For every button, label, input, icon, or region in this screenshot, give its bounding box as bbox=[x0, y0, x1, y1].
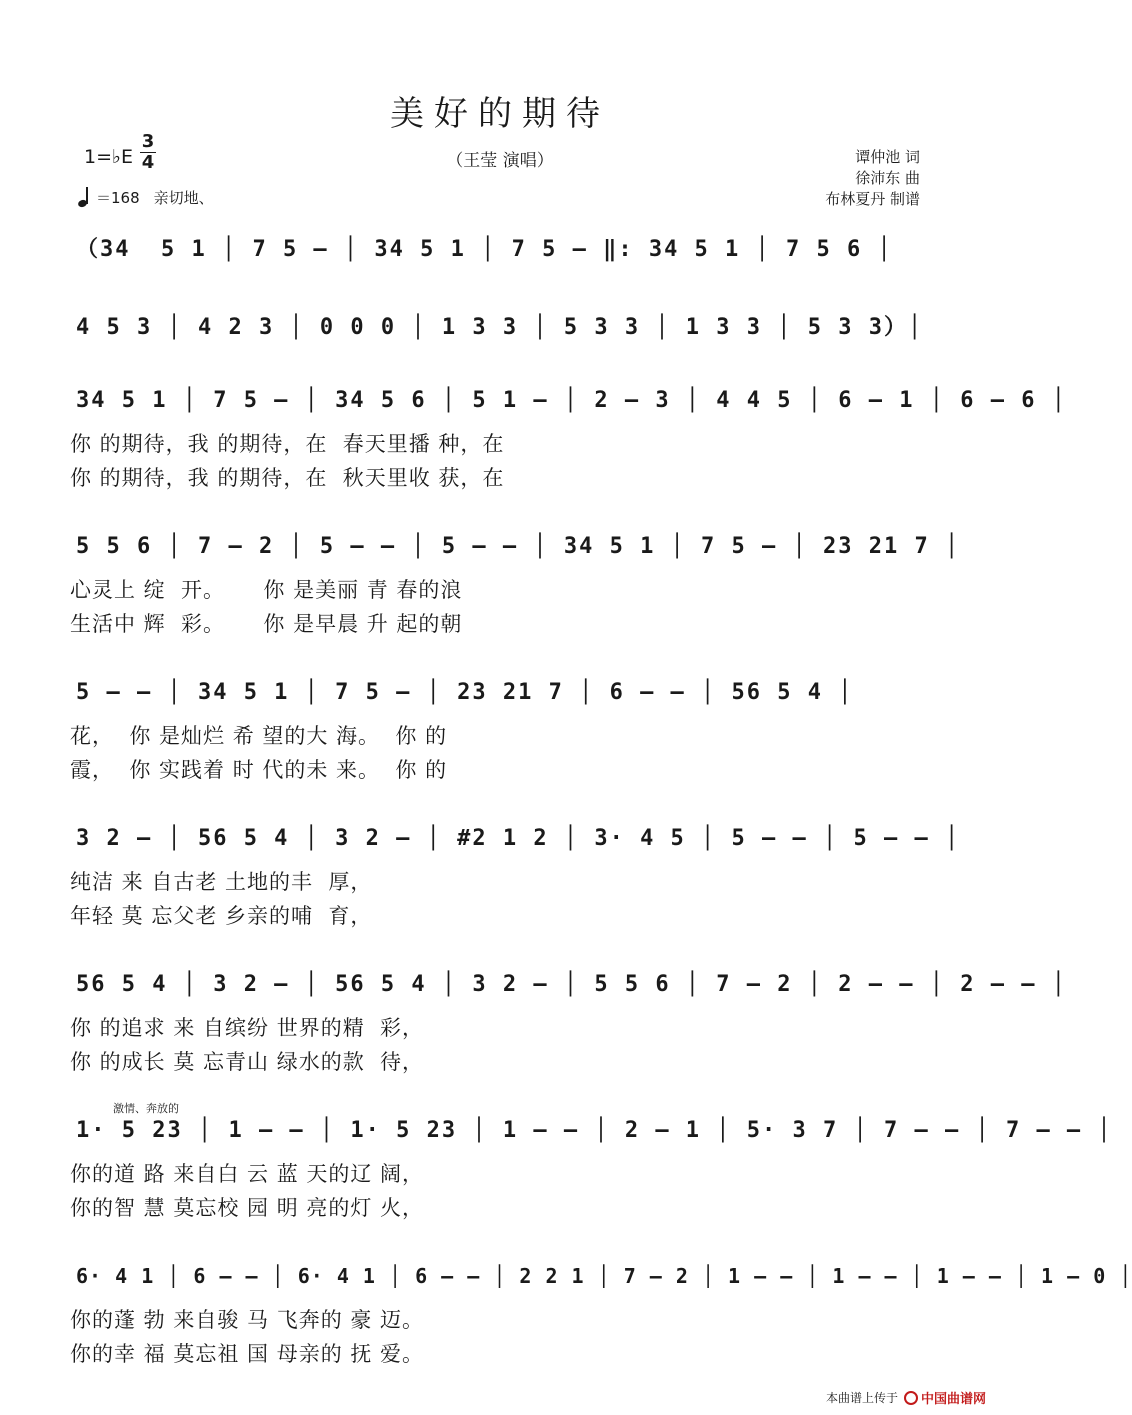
notation-line: 3 2 – │ 56 5 4 │ 3 2 – │ #2 1 2 │ 3· 4 5 │ 5 – – │ 5 – – │ bbox=[76, 826, 961, 851]
composer-credit: 徐沛东 曲 bbox=[855, 169, 920, 187]
performer-note: （王莹 演唱） bbox=[446, 151, 554, 171]
lyric-verse-1: 花， 你 是灿烂 希 望的大 海。 你 的 bbox=[70, 724, 448, 748]
lyric-verse-2: 你 的期待，我 的期待，在 秋天里收 获，在 bbox=[70, 466, 505, 490]
lyric-verse-2: 你的智 慧 莫忘校 园 明 亮的灯 火， bbox=[70, 1196, 425, 1220]
transcriber-credit: 布林夏丹 制谱 bbox=[825, 190, 920, 208]
tempo-marking bbox=[78, 186, 214, 208]
staff-3 bbox=[76, 388, 1067, 432]
tempo-bpm: ＝168 bbox=[96, 188, 140, 207]
lyric-verse-2: 霞， 你 实践着 时 代的未 来。 你 的 bbox=[70, 758, 448, 782]
notation-line: 5 5 6 │ 7 – 2 │ 5 – – │ 5 – – │ 34 5 1 │ 7 5 – │ 23 21 7 │ bbox=[76, 534, 961, 559]
footer bbox=[826, 1388, 986, 1407]
lyric-verse-1: 你 的追求 来 自缤纷 世界的精 彩， bbox=[70, 1016, 425, 1040]
staff-5 bbox=[76, 680, 926, 724]
lyricist-credit: 谭仲池 词 bbox=[855, 148, 920, 166]
lyric-verse-2: 你的幸 福 莫忘祖 国 母亲的 抚 爱。 bbox=[70, 1342, 425, 1366]
notation-line: 5 – – │ 34 5 1 │ 7 5 – │ 23 21 7 │ 6 – – │ 56 5 4 │ bbox=[76, 680, 854, 705]
site-name: 中国曲谱网 bbox=[920, 1392, 986, 1407]
staff-2 bbox=[76, 310, 926, 354]
time-signature-top: 3 bbox=[141, 131, 155, 152]
staff-9 bbox=[76, 1264, 1132, 1308]
time-signature-bottom: 4 bbox=[141, 152, 155, 173]
staff-1 bbox=[76, 232, 926, 276]
song-title: 美好的期待 bbox=[390, 94, 610, 134]
notation-line: 56 5 4 │ 3 2 – │ 56 5 4 │ 3 2 – │ 5 5 6 │ 7 – 2 │ 2 – – │ 2 – – │ bbox=[76, 972, 1067, 997]
lyric-verse-1: 你的道 路 来自白 云 蓝 天的辽 阔， bbox=[70, 1162, 425, 1186]
notation-line: 6· 4 1 │ 6 – – │ 6· 4 1 │ 6 – – │ 2 2 1 │ 7 – 2 │ 1 – – │ 1 – – │ 1 – – │ 1 – 0 │ bbox=[76, 1264, 1132, 1288]
notation-line: 4 5 3 │ 4 2 3 │ 0 0 0 │ 1 3 3 │ 5 3 3 │ 1 3 3 │ 5 3 3）│ bbox=[76, 315, 924, 340]
tempo-expression: 亲切地、 bbox=[153, 188, 214, 207]
expression-mark: 激情、奔放的 bbox=[113, 1102, 179, 1115]
staff-8 bbox=[76, 1118, 1113, 1162]
lyric-verse-2: 年轻 莫 忘父老 乡亲的哺 育， bbox=[70, 904, 373, 928]
staff-7 bbox=[76, 972, 1067, 1016]
lyric-verse-2: 你 的成长 莫 忘青山 绿水的款 待， bbox=[70, 1050, 425, 1074]
lyric-verse-1: 你的蓬 勃 来自骏 马 飞奔的 豪 迈。 bbox=[70, 1308, 425, 1332]
lyric-verse-1: 心灵上 绽 开。 你 是美丽 青 春的浪 bbox=[70, 578, 463, 602]
lyric-verse-1: 纯洁 来 自古老 土地的丰 厚， bbox=[70, 870, 373, 894]
notation-line: 1· 5 23 │ 1 – – │ 1· 5 23 │ 1 – – │ 2 – 1 │ 5· 3 7 │ 7 – – │ 7 – – │ bbox=[76, 1118, 1113, 1143]
key-signature: 1=♭E bbox=[84, 146, 133, 168]
site-logo-icon bbox=[904, 1391, 918, 1405]
staff-6 bbox=[76, 826, 961, 870]
notation-line: 34 5 1 │ 7 5 – │ 34 5 6 │ 5 1 – │ 2 – 3 │ 4 4 5 │ 6 – 1 │ 6 – 6 │ bbox=[76, 388, 1067, 413]
footer-text: 本曲谱上传于 bbox=[825, 1391, 898, 1405]
lyric-verse-1: 你 的期待，我 的期待，在 春天里播 种，在 bbox=[70, 432, 505, 456]
staff-4 bbox=[76, 534, 961, 578]
time-signature bbox=[140, 132, 156, 173]
notation-line: （34 5 1 │ 7 5 – │ 34 5 1 │ 7 5 – ‖: 34 5 1 │ 7 5 6 │ bbox=[76, 237, 893, 262]
lyric-verse-2: 生活中 辉 彩。 你 是早晨 升 起的朝 bbox=[70, 612, 463, 636]
quarter-note-icon bbox=[78, 186, 92, 208]
site-logo[interactable] bbox=[904, 1388, 986, 1407]
